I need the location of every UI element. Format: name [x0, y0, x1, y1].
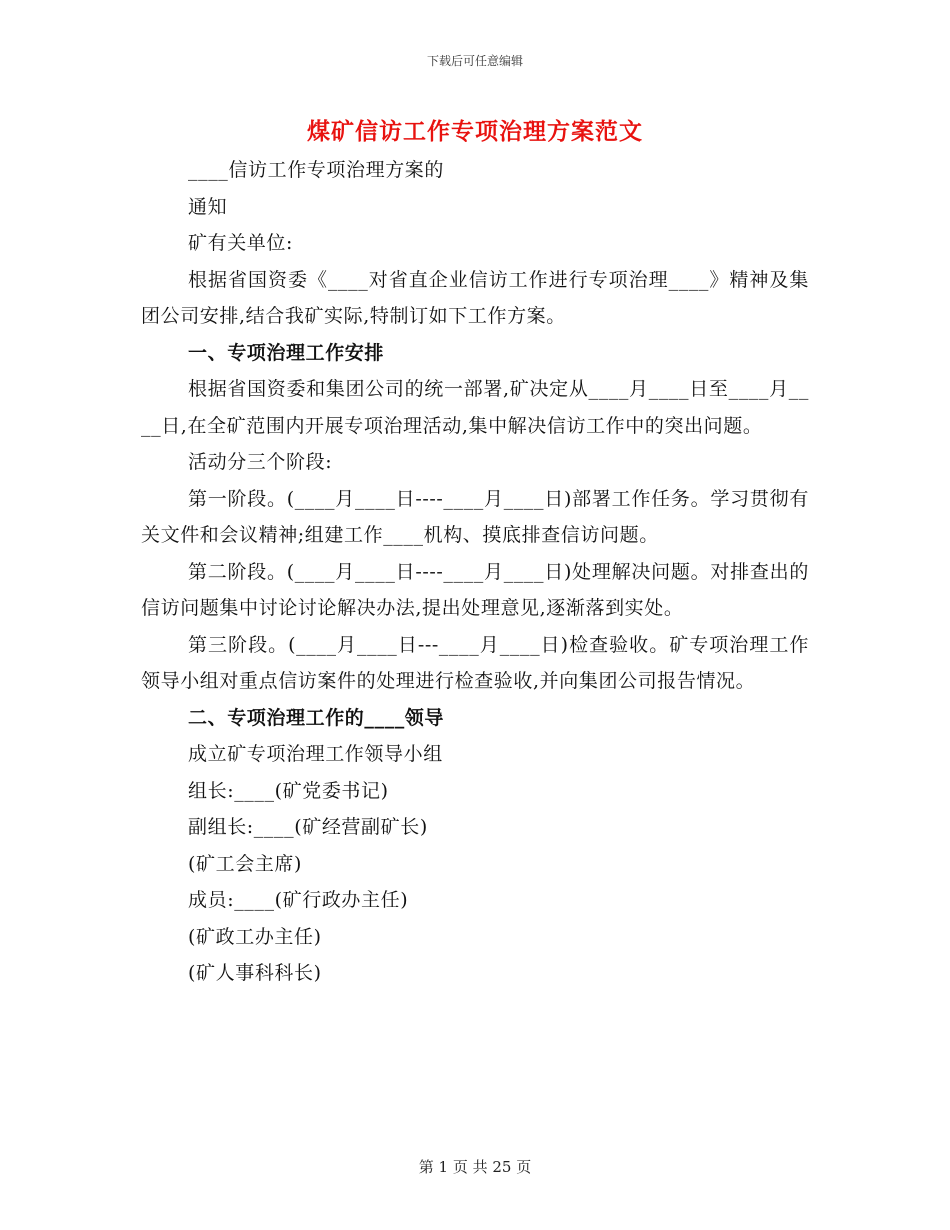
page-number: 第 1 页 共 25 页	[418, 1158, 532, 1176]
paragraph-notice: 通知	[188, 195, 228, 218]
paragraph-leadership-group: 成立矿专项治理工作领导小组	[188, 743, 443, 765]
paragraph-phase-3: 第三阶段。(____月____日---____月____日)检查验收。矿专项治理工作领导小组对重点信访案件的处理进行检查验收,并向集团公司报告情况。	[141, 633, 809, 692]
paragraph-union-chair: (矿工会主席)	[188, 852, 303, 875]
paragraph-political-office: (矿政工办主任)	[188, 925, 322, 948]
paragraph-phase-2: 第二阶段。(____月____日----____月____日)处理解决问题。对排查出的信访问题集中讨论讨论解决办法,提出处理意见,逐渐落到实处。	[141, 560, 809, 619]
paragraph-schedule: 根据省国资委和集团公司的统一部署,矿决定从____月____日至____月____日,在全矿范围内开展专项治理活动,集中解决信访工作中的突出问题。	[141, 378, 809, 437]
paragraph-group-leader: 组长:____(矿党委书记)	[188, 779, 389, 802]
paragraph-members: 成员:____(矿行政办主任)	[188, 889, 409, 911]
page-header-note: 下载后可任意编辑	[426, 54, 523, 68]
document-title: 煤矿信访工作专项治理方案范文	[307, 119, 643, 145]
paragraph-notice-title: ____信访工作专项治理方案的	[188, 159, 445, 181]
paragraph-addressee: 矿有关单位:	[188, 232, 294, 254]
paragraph-phase-1: 第一阶段。(____月____日----____月____日)部署工作任务。学习贯彻有关文件和会议精神;组建工作____机构、摸底排查信访问题。	[141, 487, 809, 546]
paragraph-deputy-leader: 副组长:____(矿经营副矿长)	[188, 816, 428, 838]
paragraph-hr-section: (矿人事科科长)	[188, 962, 322, 984]
paragraph-intro: 根据省国资委《____对省直企业信访工作进行专项治理____》精神及集团公司安排,结合我矿实际,特制订如下工作方案。	[141, 268, 809, 327]
section-heading-2: 二、专项治理工作的____领导	[188, 706, 445, 729]
document-body	[141, 152, 809, 992]
paragraph-phases-intro: 活动分三个阶段:	[188, 451, 333, 473]
section-heading-1: 一、专项治理工作安排	[188, 341, 385, 364]
